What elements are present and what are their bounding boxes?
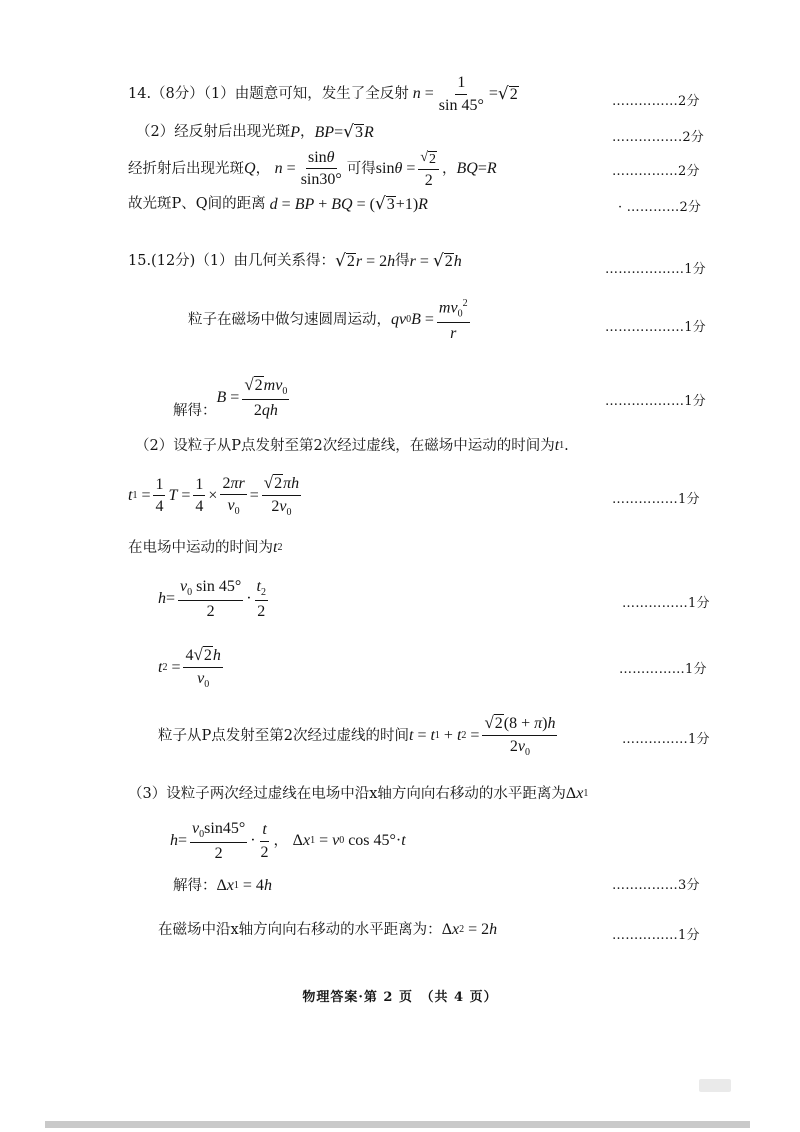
p15-h-score: ……………1分	[622, 596, 710, 611]
p15-p3-mag-score: ……………1分	[612, 928, 700, 943]
p15-t1-eq: t 1 = $\frac{1}{4}$ T = $\frac{1}{4}$ × $\frac{2\pi r}{v_0}$ = √ 2 πh $2v_0$	[128, 473, 300, 518]
p15-p3-mag-text: 在磁场中沿x轴方向向右移动的水平距离为：	[158, 921, 442, 938]
p14-l2-text: （2）经反射后出现光斑	[136, 124, 291, 141]
scan-bottom-edge	[45, 1121, 750, 1128]
p15-p2-text: （2）设粒子从P点发射至第2次经过虚线，在磁场中运动的时间为	[135, 437, 555, 454]
p15-elec-intro: 在电场中运动的时间为 t 2	[128, 539, 283, 556]
p14-l4-score: · …………2分	[618, 200, 702, 215]
p14-l3-score: ……………2分	[612, 164, 700, 179]
p14-line1: 14.（8分）（1）由题意可知，发生了全反射 n = $\frac{1}{\sin 45^\circ}$ = √ 2	[128, 74, 518, 114]
p15-l2-score: ………………1分	[605, 320, 706, 335]
p14-line2: （2）经反射后出现光斑 P ， BP = √ 3 R	[136, 122, 374, 142]
p14-line4: 故光斑P、Q间的距离 d = BP + BQ = ( √ 3 +1) R	[128, 194, 428, 214]
page-footer: 物理答案·第 2 页 （共 4 页）	[302, 990, 498, 1005]
p15-p3-text: （3）设粒子两次经过虚线在电场中沿x轴方向向右移动的水平距离为	[128, 785, 566, 802]
p15-t2-eq: t 2 = 4 √ 2 h $v_0$	[158, 645, 221, 690]
p14-l3-text: 经折射后出现光斑	[128, 160, 244, 177]
watermark-mark	[699, 1079, 731, 1092]
p15-l3-text: 解得：	[173, 402, 217, 419]
p15-l3-score: ………………1分	[605, 394, 706, 409]
p15-line1: 15.(12分)（1）由几何关系得： √ 2 r = 2 h 得 r = √ 2 h	[128, 251, 462, 271]
p15-header: 15.(12分)（1）由几何关系得：	[128, 253, 336, 270]
p15-line2: 粒子在磁场中做匀速圆周运动， qv 0 B = $\frac{mv_0^2}{r}$	[188, 298, 468, 342]
p14-l3-mid: 可得	[346, 160, 376, 177]
p15-p3-solve-text: 解得：	[173, 877, 217, 894]
p14-header: 14.（8分）（1）由题意可知，发生了全反射	[128, 85, 409, 102]
p15-p3-solve-score: ……………3分	[612, 878, 700, 893]
p15-total-score: ……………1分	[622, 732, 710, 747]
p15-elec-text: 在电场中运动的时间为	[128, 539, 273, 556]
p15-p3-eq: h = $\frac{v_0\sin 45^\circ}{2}$ · $\frac{t}{2}$ ， Δ x 1 = v 0 cos 45°· t	[170, 820, 406, 863]
p15-part2-intro: （2）设粒子从P点发射至第2次经过虚线，在磁场中运动的时间为 t 1 .	[135, 437, 569, 454]
p15-t2-score: ……………1分	[619, 662, 707, 677]
p14-line3: 经折射后出现光斑 Q ， n = $\frac{\sin\theta}{\sin 30^\circ}$ 可得 sin θ = √ 2 2 ， BQ = R	[128, 148, 497, 190]
p15-p3-mag: 在磁场中沿x轴方向向右移动的水平距离为： Δ x 2 = 2 h	[158, 921, 498, 938]
p15-l2-text: 粒子在磁场中做匀速圆周运动，	[188, 311, 391, 328]
p15-h-eq: h = $\frac{v_0 \sin 45^\circ}{2}$ · $\frac{t_2}{2}$	[158, 578, 266, 621]
p15-part3-intro: （3）设粒子两次经过虚线在电场中沿x轴方向向右移动的水平距离为 Δ x 1	[128, 785, 589, 802]
p15-total-text: 粒子从P点发射至第2次经过虚线的时间	[158, 727, 409, 744]
p15-t1-score: ……………1分	[612, 492, 700, 507]
p15-line3: 解得： B = √ 2 $mv_0$ 2qh	[173, 375, 288, 420]
p14-l1-score: ……………2分	[612, 94, 700, 109]
p15-p3-solve: 解得： Δ x 1 = 4 h	[173, 877, 272, 894]
p14-l2-score: …………….2分	[612, 130, 705, 145]
p15-total-eq: 粒子从P点发射至第2次经过虚线的时间 t = t 1 + t 2 = √ 2 (8 + π)h $2v_0$	[158, 713, 556, 758]
p14-l4-text: 故光斑P、Q间的距离	[128, 196, 266, 213]
p15-l1-score: ………………1分	[605, 262, 706, 277]
